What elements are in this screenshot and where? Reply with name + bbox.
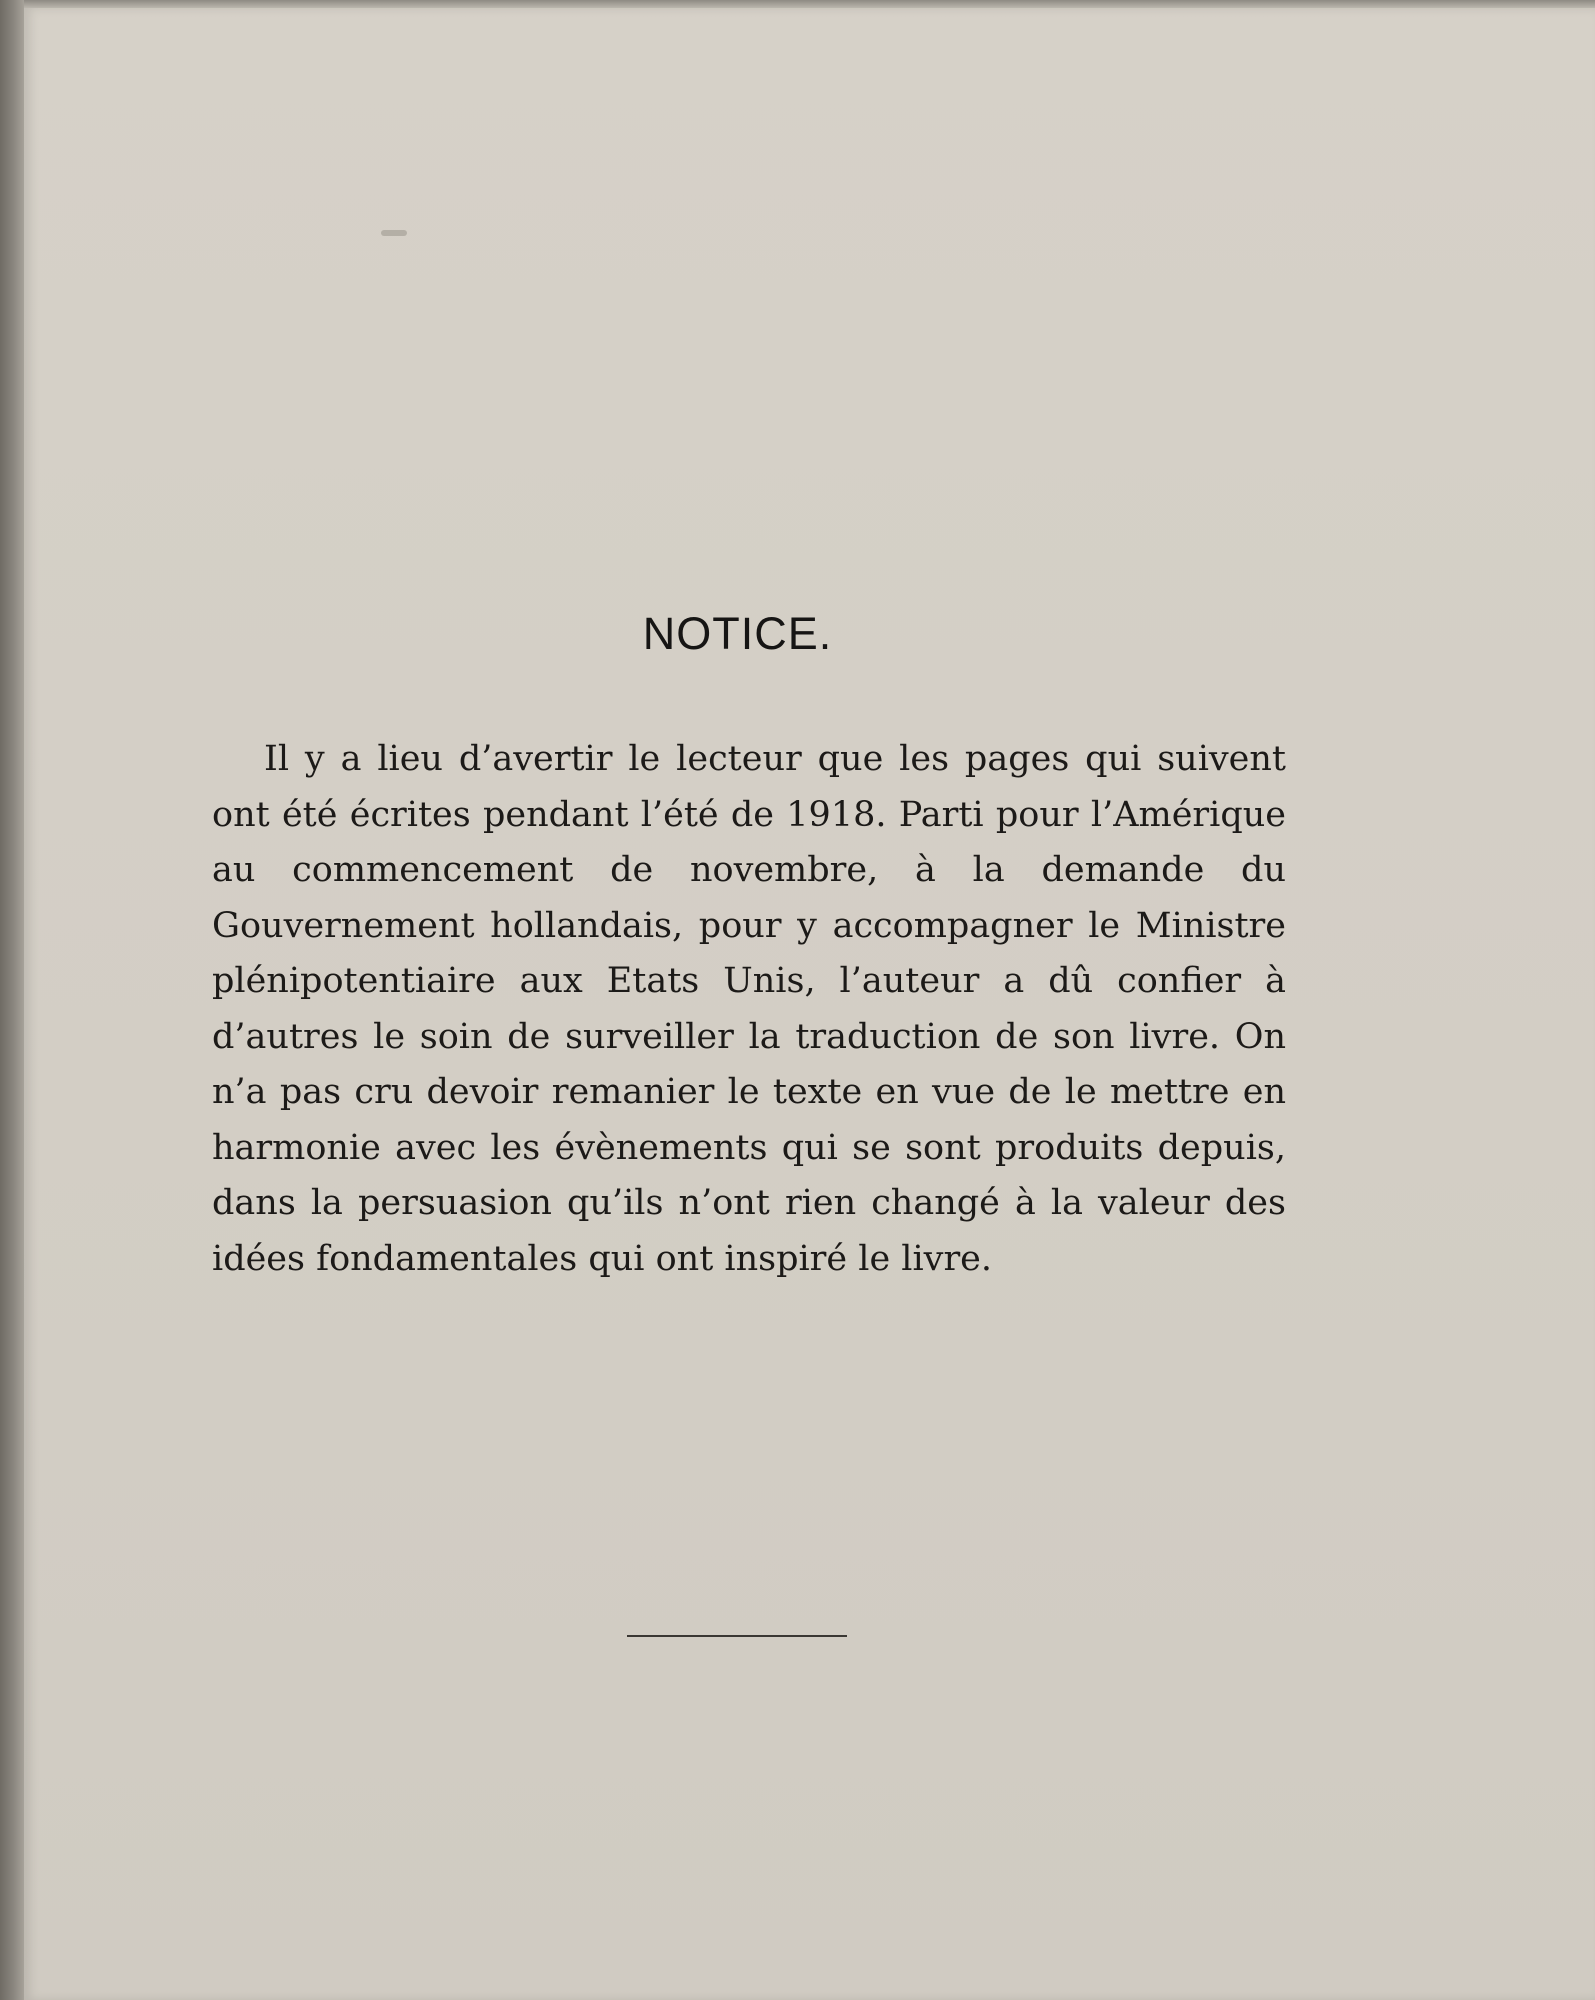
page-title: NOTICE. [642,608,833,659]
paper-speck [381,230,407,236]
closing-rule [627,1635,847,1637]
notice-paragraph: Il y a lieu d’avertir le lecteur que les pages qui suivent ont été écrites pendant l’été de 1918. Parti pour l’Amérique au commencement de novembre, à la demande du Gouvernement hollandais, pour y accompagner le Ministre plénipotentiaire aux Etats Unis, l’auteur a dû confier à d’autres le soin de surveiller la traduction de son livre. On n’a pas cru devoir remanier le texte en vue de le mettre en harmonie avec les évènements qui se sont produits depuis, dans la persuasion qu’ils n’ont rien changé à la valeur des idées fondamentales qui ont inspiré le livre. [212,739,1286,1279]
